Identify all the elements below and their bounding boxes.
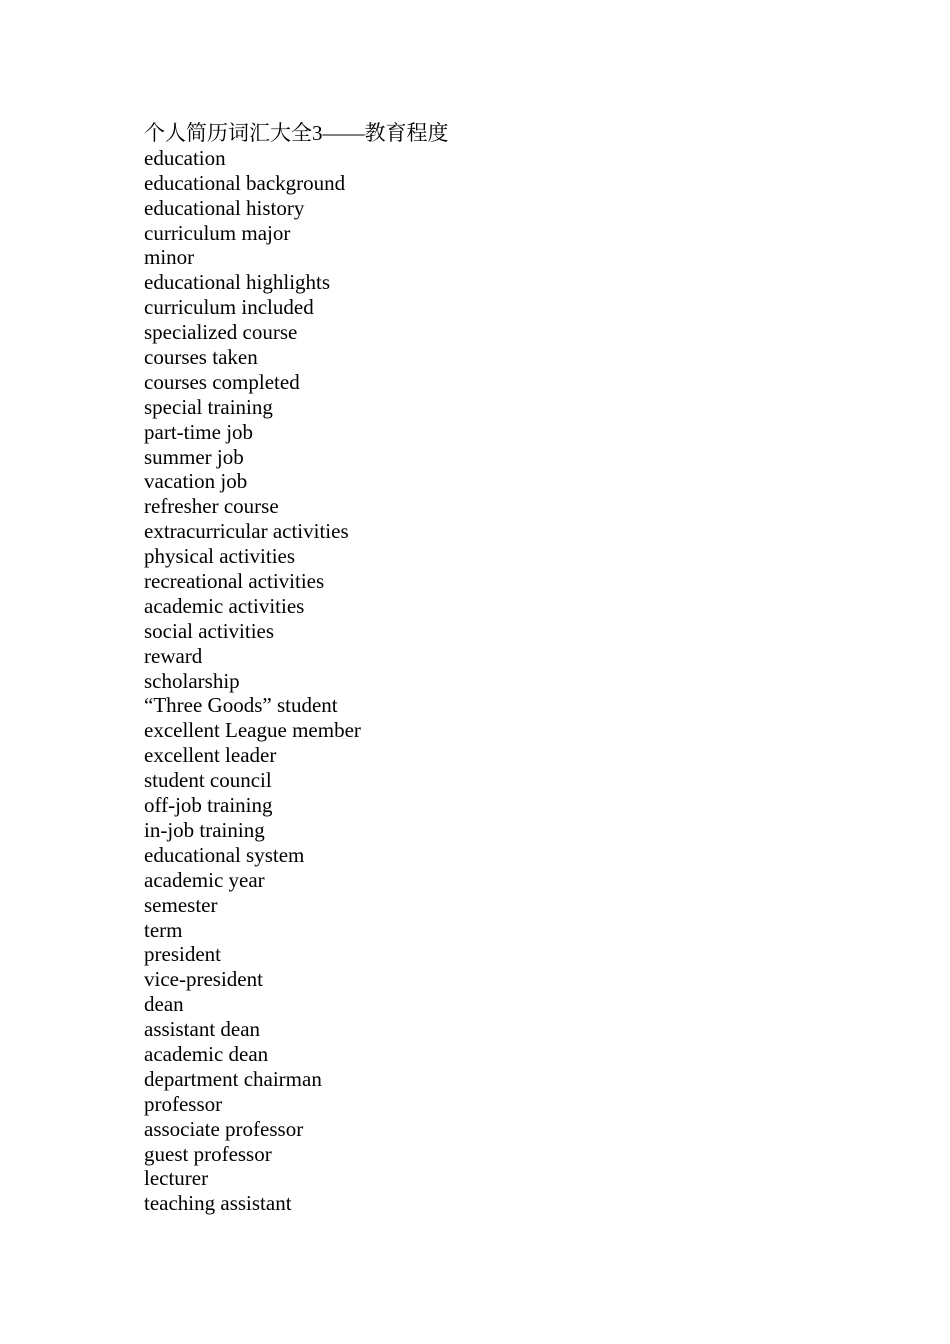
term-line: social activities (144, 618, 275, 643)
term-line: lecturer (144, 1166, 209, 1191)
term-line: courses completed (144, 369, 300, 394)
term-line: president (144, 942, 221, 967)
term-line: assistant dean (144, 1017, 261, 1042)
term-line: scholarship (144, 668, 240, 693)
term-line: refresher course (144, 494, 279, 519)
term-line: summer job (144, 444, 244, 469)
term-line: vice-president (144, 967, 263, 992)
term-list (144, 146, 844, 1216)
term-line: student council (144, 768, 272, 793)
term-line: reward (144, 643, 203, 668)
term-line: educational background (144, 170, 346, 195)
term-line: teaching assistant (144, 1191, 292, 1216)
term-line: term (144, 917, 183, 942)
term-line: excellent leader (144, 743, 277, 768)
term-line: educational history (144, 195, 305, 220)
term-line: curriculum major (144, 220, 291, 245)
term-line: education (144, 145, 226, 170)
term-line: “Three Goods” student (144, 693, 338, 718)
term-line: associate professor (144, 1116, 304, 1141)
term-line: part-time job (144, 419, 254, 444)
term-line: academic dean (144, 1041, 269, 1066)
term-line: in-job training (144, 817, 265, 842)
term-line: educational system (144, 842, 305, 867)
term-line: recreational activities (144, 569, 325, 594)
term-line: specialized course (144, 320, 298, 345)
term-line: off-job training (144, 793, 273, 818)
term-line: special training (144, 394, 273, 419)
document-page (144, 121, 844, 1216)
term-line: department chairman (144, 1066, 322, 1091)
term-line: professor (144, 1091, 223, 1116)
term-line: vacation job (144, 469, 248, 494)
term-line: guest professor (144, 1141, 272, 1166)
term-line: curriculum included (144, 295, 314, 320)
term-line: academic year (144, 867, 265, 892)
term-line: courses taken (144, 345, 258, 370)
term-line: academic activities (144, 593, 305, 618)
term-line: dean (144, 992, 184, 1017)
term-line: minor (144, 245, 195, 270)
document-title: 个人简历词汇大全3——教育程度 (144, 121, 449, 145)
term-line: excellent League member (144, 718, 361, 743)
term-line: educational highlights (144, 270, 331, 295)
term-line: semester (144, 892, 218, 917)
term-line: physical activities (144, 544, 296, 569)
term-line: extracurricular activities (144, 519, 349, 544)
